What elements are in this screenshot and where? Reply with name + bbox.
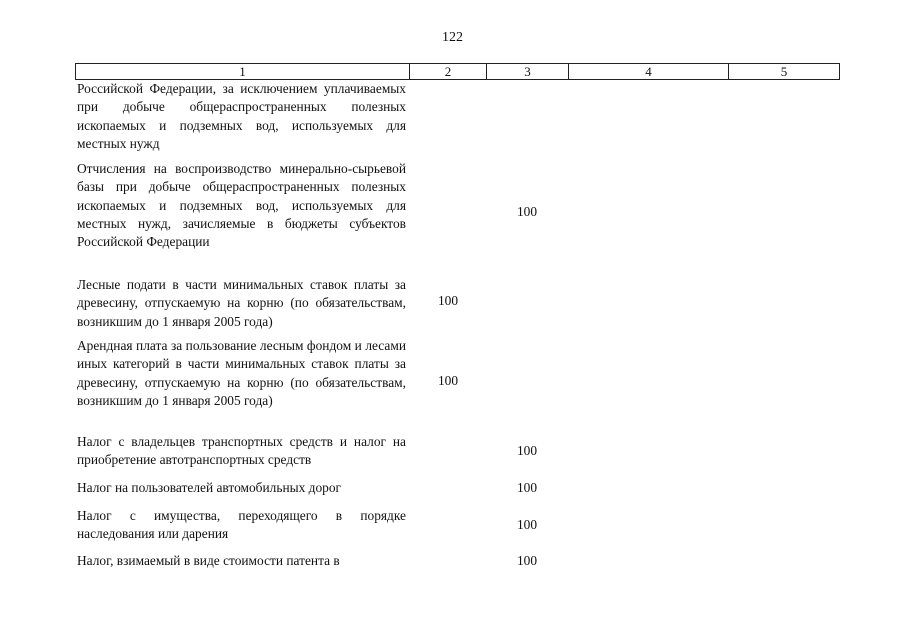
row-label: Налог на пользователей автомобильных дорог xyxy=(77,480,342,495)
row-label: Отчисления на воспроизводство минерально-сырьевой базы при добыче общераспространенных полезных ископаемых и подземных вод, используемых для местных нужд, зачисляемые в бюджеты субъектов Российской Федерации xyxy=(77,161,406,250)
row-label: Российской Федерации, за исключением уплачиваемых при добыче общераспространенных полезных ископаемых и подземных вод, используемых для местных нужд xyxy=(77,81,406,151)
row-value-col2: 100 xyxy=(437,293,459,308)
row-value-col3: 100 xyxy=(516,443,538,458)
row-value-col3: 100 xyxy=(516,480,538,495)
row-value-col3: 100 xyxy=(516,553,538,568)
row-label: Налог с имущества, переходящего в порядке наследования или дарения xyxy=(77,508,406,542)
column-header-3: 3 xyxy=(487,64,569,80)
column-header-2: 2 xyxy=(410,64,487,80)
row-label: Лесные подати в части минимальных ставок платы за древесину, отпускаемую на корню (по обязательствам, возникшим до 1 января 2005 года) xyxy=(77,277,406,329)
column-header-5: 5 xyxy=(729,64,840,80)
row-value-col3: 100 xyxy=(516,517,538,532)
column-header-1: 1 xyxy=(76,64,410,80)
row-value-col3: 100 xyxy=(516,204,538,219)
row-value-col2: 100 xyxy=(437,373,459,388)
row-label: Налог с владельцев транспортных средств и налог на приобретение автотранспортных средств xyxy=(77,434,406,468)
page-number: 122 xyxy=(442,30,463,45)
column-header-4: 4 xyxy=(569,64,729,80)
row-label: Налог, взимаемый в виде стоимости патента в xyxy=(77,553,340,568)
row-label: Арендная плата за пользование лесным фондом и лесами иных категорий в части минимальных ставок платы за древесину, отпускаемую на корню (по обязательствам, возникшим до 1 января 2005 года) xyxy=(77,338,406,408)
